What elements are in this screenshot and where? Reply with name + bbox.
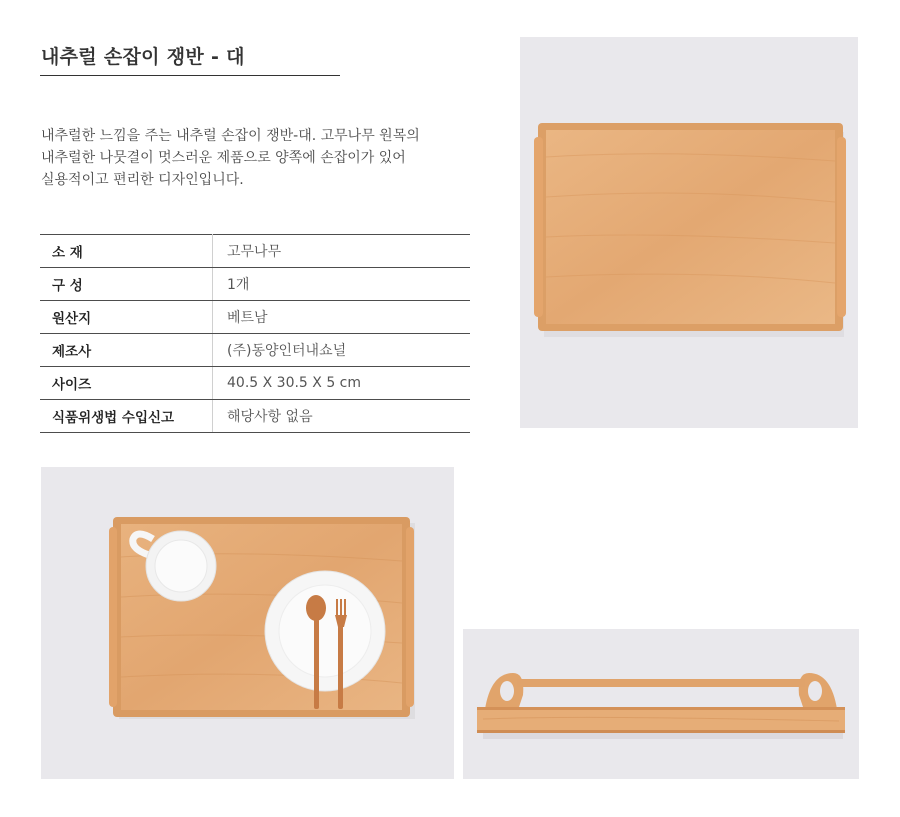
spec-table xyxy=(40,234,470,433)
spec-value: 40.5 X 30.5 X 5 cm xyxy=(213,367,471,400)
tray-side-view-photo xyxy=(463,629,859,779)
description-line: 내추럴한 나뭇결이 멋스러운 제품으로 양쪽에 손잡이가 있어 xyxy=(41,150,406,166)
spec-value: 해당사항 없음 xyxy=(213,400,471,433)
spec-value: (주)동양인터내쇼널 xyxy=(213,334,471,367)
spec-key: 식품위생법 수입신고 xyxy=(40,400,213,433)
tray-top-view-photo xyxy=(520,37,858,428)
spec-row-material xyxy=(40,235,470,268)
spec-row-size xyxy=(40,367,470,400)
spec-value: 고무나무 xyxy=(213,235,471,268)
tray-styled-photo xyxy=(41,467,454,779)
title-underline xyxy=(40,75,340,76)
spec-value: 1개 xyxy=(213,268,471,301)
spec-key: 구 성 xyxy=(40,268,213,301)
spec-row-origin xyxy=(40,301,470,334)
product-description xyxy=(41,125,501,191)
spec-row-manufacturer xyxy=(40,334,470,367)
spec-key: 사이즈 xyxy=(40,367,213,400)
spec-key: 소 재 xyxy=(40,235,213,268)
description-line: 실용적이고 편리한 디자인입니다. xyxy=(41,172,244,188)
spec-row-composition xyxy=(40,268,470,301)
description-line: 내추럴한 느낌을 주는 내추럴 손잡이 쟁반-대. 고무나무 원목의 xyxy=(41,128,420,144)
spec-key: 제조사 xyxy=(40,334,213,367)
spec-row-food-import xyxy=(40,400,470,433)
spec-key: 원산지 xyxy=(40,301,213,334)
spec-value: 베트남 xyxy=(213,301,471,334)
product-title: 내추럴 손잡이 쟁반 - 대 xyxy=(41,46,245,68)
